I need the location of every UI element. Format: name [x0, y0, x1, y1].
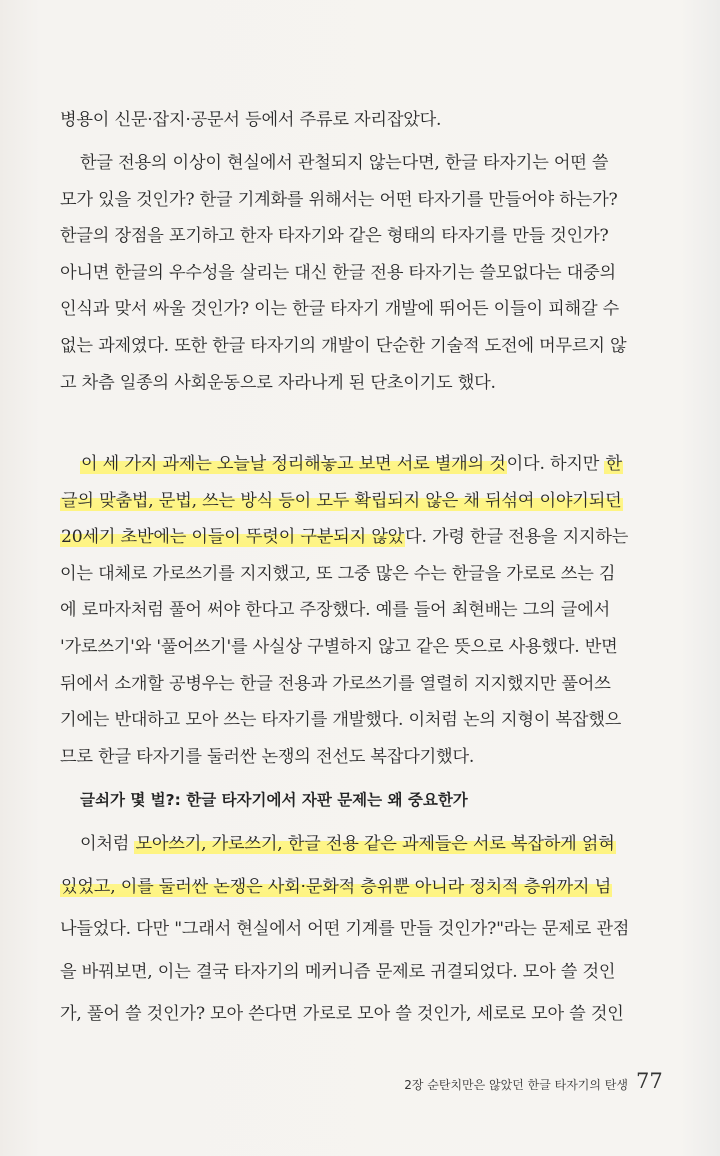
text-line: 기에는 반대하고 모아 쓰는 타자기를 개발했다. 이처럼 논의 지형이 복잡했으: [60, 710, 622, 731]
section-heading: 글쇠가 몇 벌?: 한글 타자기에서 자판 문제는 왜 중요한가: [80, 791, 468, 809]
running-title: 2장 순탄치만은 않았던 한글 타자기의 탄생: [404, 1078, 628, 1092]
text-line: 을 바꿔보면, 이는 결국 타자기의 메커니즘 문제로 귀결되었다. 모아 쓸 것인: [60, 961, 616, 982]
text-line: [80, 452, 664, 476]
text-line: [60, 525, 664, 549]
plain-text: 다. 가령 한글 전용을 지지하는: [405, 527, 629, 548]
plain-text: 이처럼: [80, 834, 135, 854]
text-line: 병용이 신문·잡지·공문서 등에서 주류로 자리잡았다.: [60, 110, 442, 130]
text-line: 나들었다. 다만 "그래서 현실에서 어떤 기계를 만들 것인가?"라는 문제로 관점: [60, 919, 630, 939]
highlighted-text: 20세기 초반에는 이들이 뚜렷이 구분되지 않았: [61, 527, 405, 548]
text-line: 에 로마자처럼 풀어 써야 한다고 주장했다. 예를 들어 최현배는 그의 글에서: [60, 600, 610, 621]
text-line: 므로 한글 타자기를 둘러싼 논쟁의 전선도 복잡다기했다.: [60, 746, 475, 767]
highlighted-text: 있었고, 이를 둘러싼 논쟁은 사회·문화적 층위뿐 아니라 정치적 층위까지 넘: [61, 876, 611, 897]
text-line: 모가 있을 것인가? 한글 기계화를 위해서는 어떤 타자기를 만들어야 하는가?: [60, 189, 618, 210]
text-line: [60, 875, 664, 899]
text-line: 아니면 한글의 우수성을 살리는 대신 한글 전용 타자기는 쓸모없다는 대중의: [60, 262, 616, 283]
text-line: '가로쓰기'와 '풀어쓰기'를 사실상 구별하지 않고 같은 뜻으로 사용했다. 반면: [60, 637, 618, 657]
text-line: 뒤에서 소개할 공병우는 한글 전용과 가로쓰기를 열렬히 지지했지만 풀어쓰: [60, 673, 611, 694]
highlighted-text: 모아쓰기, 가로쓰기, 한글 전용 같은 과제들은 서로 복잡하게 얽혀: [135, 834, 615, 854]
text-line: 가, 풀어 쓸 것인가? 모아 쓴다면 가로로 모아 쓸 것인가, 세로로 모아 쓸 것인: [60, 1004, 624, 1024]
text-line: 이는 대체로 가로쓰기를 지지했고, 또 그중 많은 수는 한글을 가로로 쓰는 김: [60, 563, 616, 584]
text-line: 인식과 맞서 싸울 것인가? 이는 한글 타자기 개발에 뛰어든 이들이 피해갈 수: [60, 299, 620, 320]
text-line: 없는 과제였다. 또한 한글 타자기의 개발이 단순한 기술적 도전에 머무르지 않: [60, 336, 627, 356]
text-line: 한글 전용의 이상이 현실에서 관철되지 않는다면, 한글 타자기는 어떤 쓸: [80, 153, 609, 173]
highlighted-text: 이 세 가지 과제는 오늘날 정리해놓고 보면 서로 별개의 것: [81, 454, 506, 474]
text-line: 고 차츰 일종의 사회운동으로 자라나게 된 단초이기도 했다.: [60, 372, 496, 393]
page-number: 77: [636, 1069, 663, 1093]
highlighted-text: 한: [605, 454, 622, 474]
highlighted-text: 글의 맞춤법, 문법, 쓰는 방식 등이 모두 확립되지 않은 채 뒤섞여 이야기되던: [61, 490, 622, 511]
text-line: 한글의 장점을 포기하고 한자 타자기와 같은 형태의 타자기를 만들 것인가?: [60, 226, 609, 247]
plain-text: 이다. 하지만: [506, 454, 600, 474]
text-line: [80, 832, 664, 856]
text-line: [60, 489, 664, 513]
